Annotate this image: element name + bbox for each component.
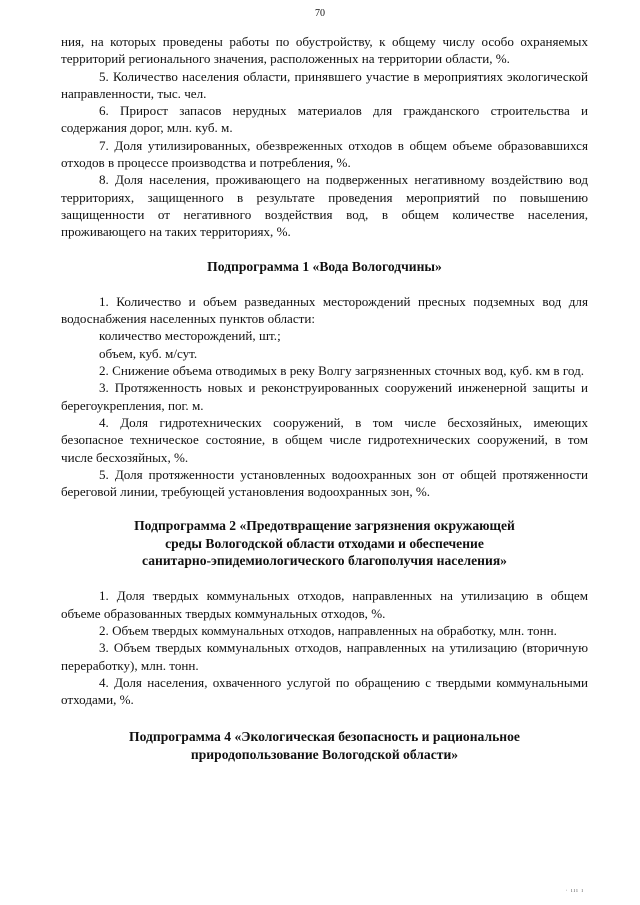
sub1-item-5: 5. Доля протяженности установленных водоохранных зон от общей протяженности береговой линии, требующей установления водоохранных зон, %. bbox=[61, 466, 588, 500]
sub2-item-1: 1. Доля твердых коммунальных отходов, направленных на утилизацию в общем объеме образованных твердых коммунальных отходов, %. bbox=[61, 588, 588, 621]
subprogram-4-heading bbox=[61, 728, 588, 763]
intro-item-8: 8. Доля населения, проживающего на подверженных негативному воздействию вод территориях, защищенного в результате проведения мероприятий по повышению защищенности от негативного воздействия вод, в общем количестве населения, проживающего на таких территориях, %. bbox=[61, 172, 588, 240]
sub1-item-1-count: количество месторождений, шт.; bbox=[99, 328, 281, 344]
sub1-item-1-volume: объем, куб. м/сут. bbox=[99, 345, 198, 361]
subprogram-2-heading-line-1: Подпрограмма 2 «Предотвращение загрязнения окружающей bbox=[134, 518, 515, 534]
subprogram-4-heading-line-2: природопользование Вологодской области» bbox=[190, 746, 459, 762]
intro-continuation: ния, на которых проведены работы по обустройству, к общему числу особо охраняемых территорий регионального значения, расположенных на территории области, %. bbox=[61, 34, 588, 67]
page-number: 70 bbox=[315, 8, 325, 19]
subprogram-1-heading: Подпрограмма 1 «Вода Вологодчины» bbox=[207, 258, 442, 274]
sub1-item-4: 4. Доля гидротехнических сооружений, в том числе бесхозяйных, имеющих безопасное техническое состояние, в общем числе гидротехнических сооружений, в том числе бесхозяйных, %. bbox=[61, 414, 588, 465]
sub2-item-2: 2. Объем твердых коммунальных отходов, направленных на обработку, млн. тонн. bbox=[99, 622, 557, 638]
sub1-item-1: 1. Количество и объем разведанных месторождений пресных подземных вод для водоснабжения населенных пунктов области: bbox=[61, 293, 588, 327]
sub2-item-3: 3. Объем твердых коммунальных отходов, направленных на утилизацию (вторичную переработку), млн. тонн. bbox=[61, 640, 588, 673]
subprogram-2-heading-line-3: санитарно-эпидемиологического благополучия населения» bbox=[142, 553, 507, 569]
sub1-item-3: 3. Протяженность новых и реконструированных сооружений инженерной защиты и берегоукрепления, пог. м. bbox=[61, 380, 588, 413]
subprogram-2-heading-line-2: среды Вологодской области отходами и обеспечение bbox=[165, 535, 484, 551]
intro-item-7: 7. Доля утилизированных, обезвреженных отходов в общем объеме образовавшихся отходов в процессе производства и потребления, %. bbox=[61, 137, 588, 171]
sub2-item-4: 4. Доля населения, охваченного услугой по обращению с твердыми коммунальными отходами, %. bbox=[61, 674, 588, 708]
sub1-item-2: 2. Снижение объема отводимых в реку Волгу загрязненных сточных вод, куб. км в год. bbox=[99, 363, 585, 379]
intro-item-5: 5. Количество населения области, принявшего участие в мероприятиях экологической направленности, тыс. чел. bbox=[61, 68, 588, 101]
intro-item-6: 6. Прирост запасов нерудных материалов для гражданского строительства и содержания дорог, млн. куб. м. bbox=[61, 103, 588, 136]
subprogram-2-heading bbox=[61, 517, 588, 569]
footer-mark: · ııı ı bbox=[565, 888, 584, 894]
document-body bbox=[61, 33, 588, 763]
subprogram-4-heading-line-1: Подпрограмма 4 «Экологическая безопасность и рациональное bbox=[129, 729, 520, 745]
